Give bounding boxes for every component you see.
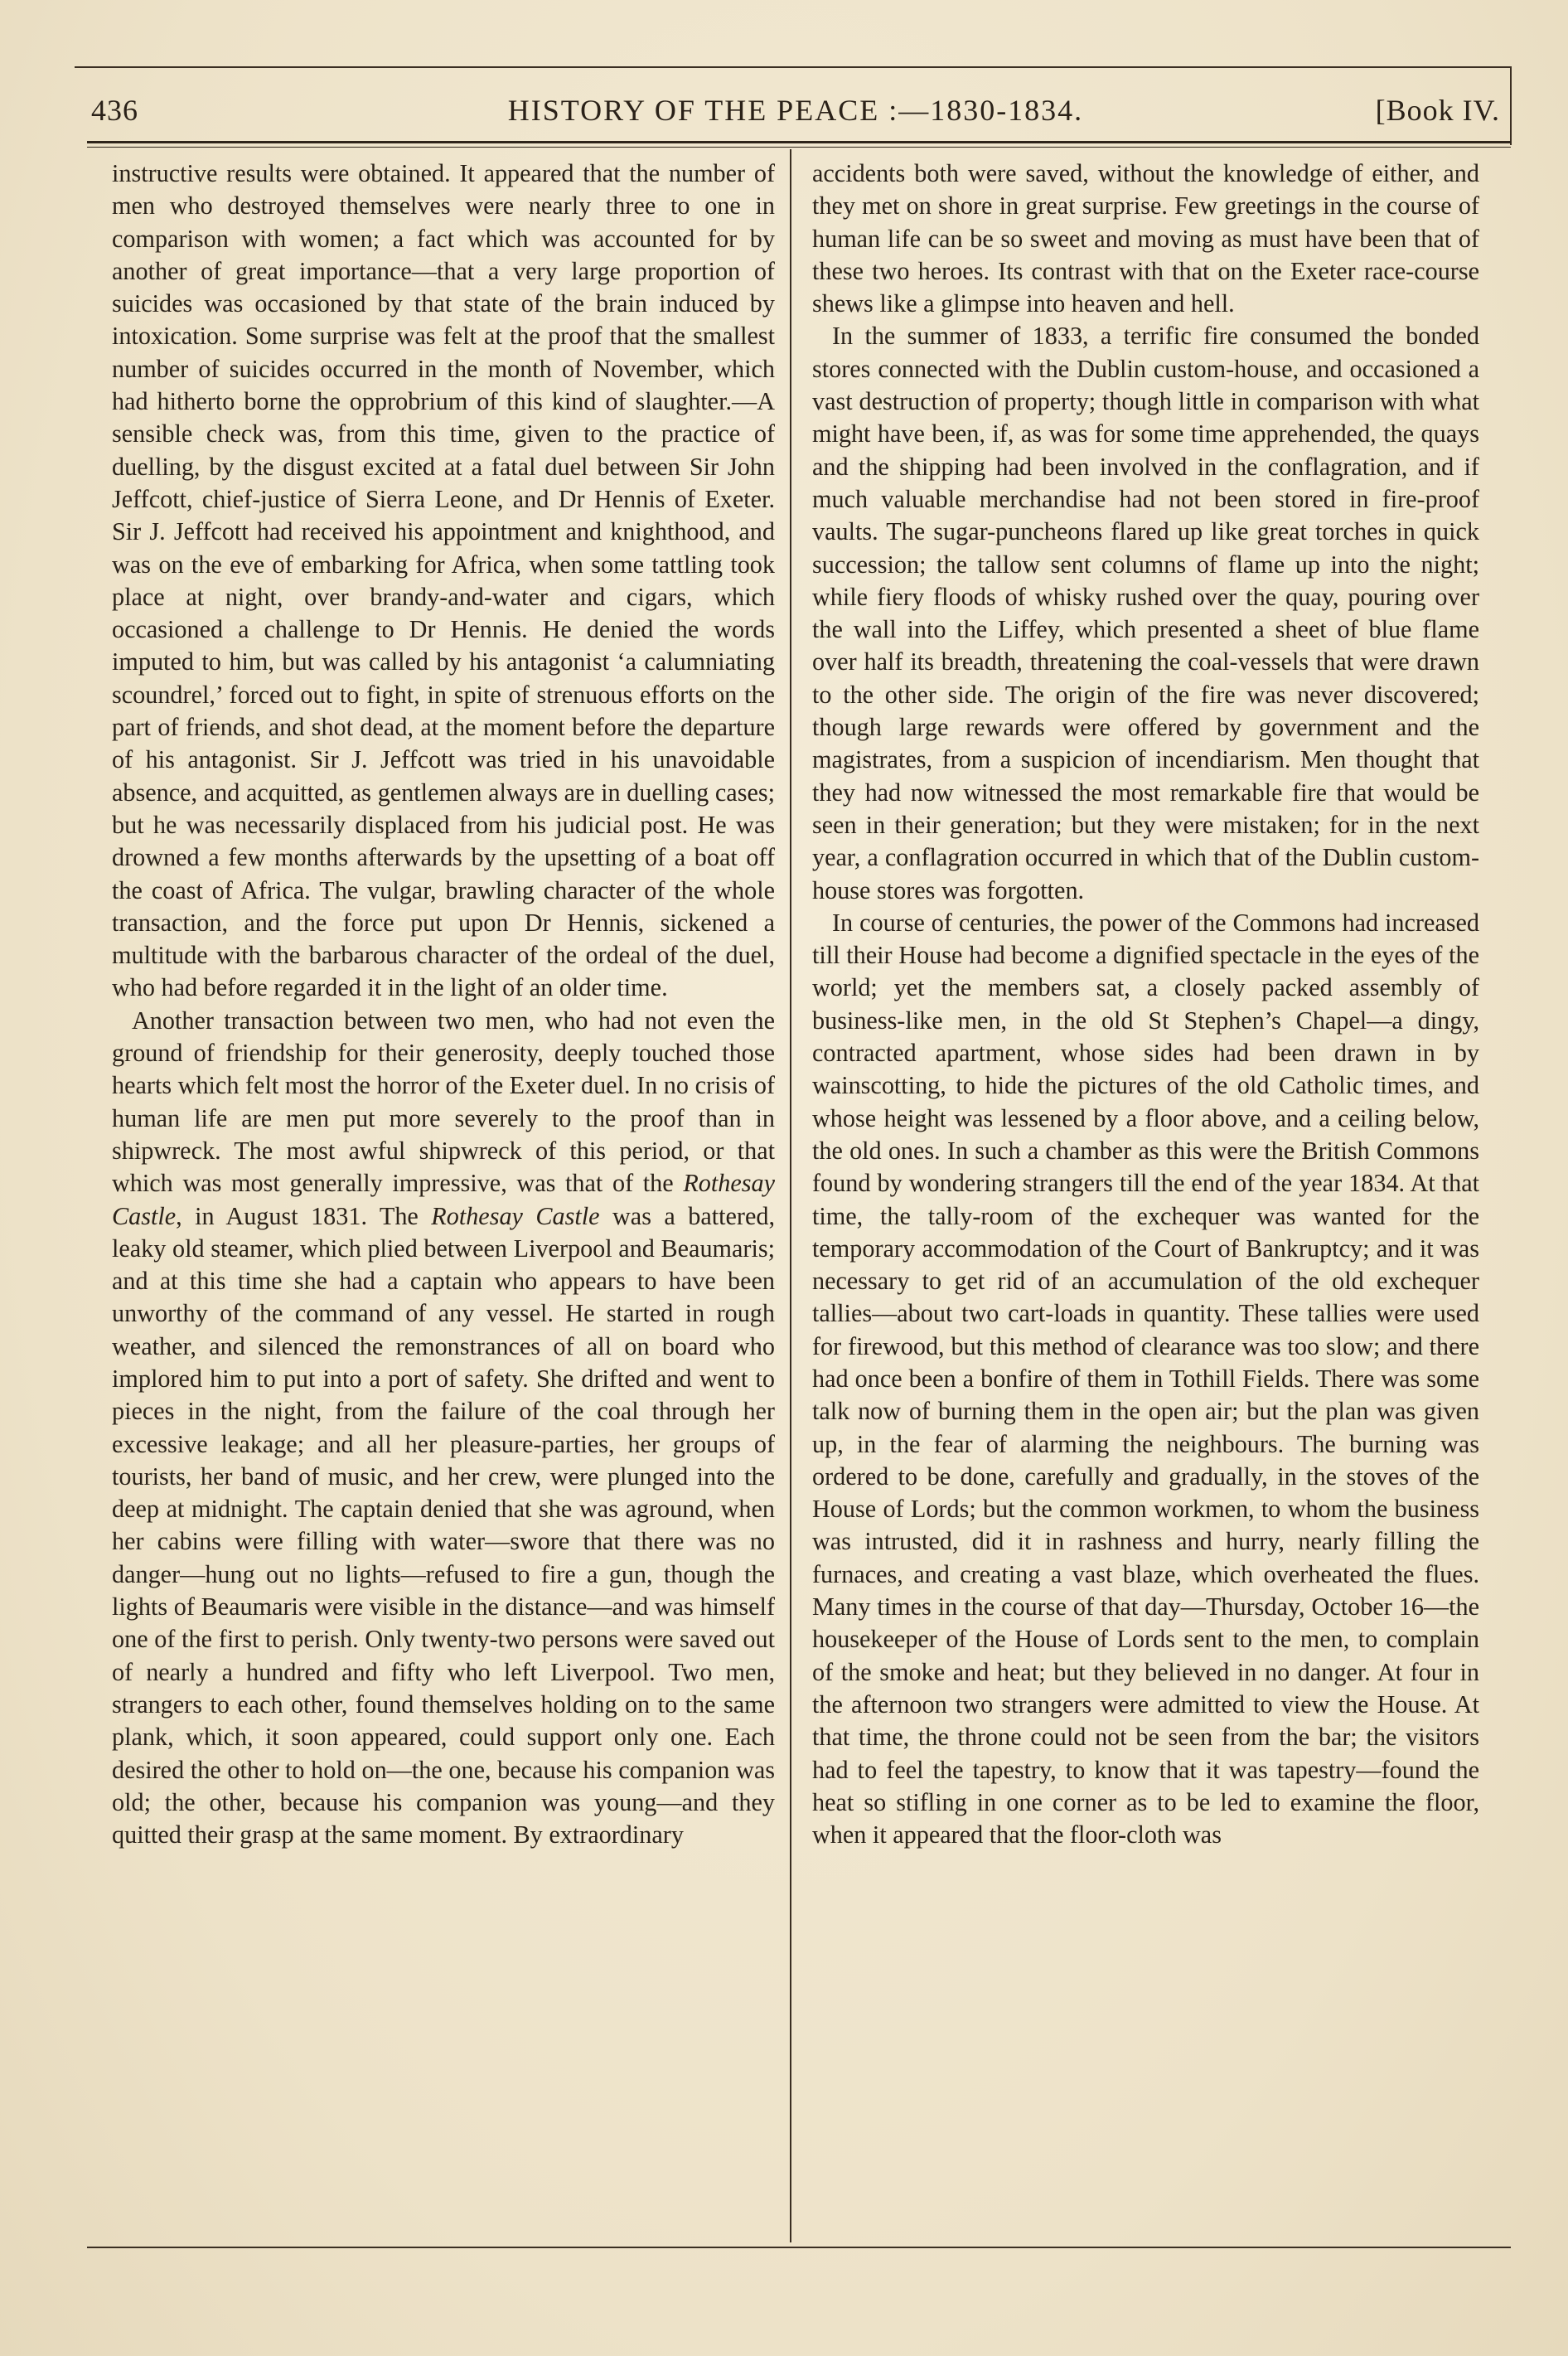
page-frame-top bbox=[75, 66, 1512, 68]
ship-name: Rothesay Castle bbox=[112, 1169, 775, 1230]
header-rule-thin bbox=[87, 147, 1511, 148]
header-rule bbox=[87, 141, 1511, 143]
paragraph: In course of centuries, the power of the Commons had increased till their House had become a dignified spectacle in the eyes of the world; yet the members sat, a closely packed assembly of business-like men, in the old St Stephen’s Chapel—a dingy, contracted apartment, whose sides had been drawn in by wainscotting, to hide the pictures of the old Catholic times, and whose height was lessened by a floor above, and a ceiling below, the old ones. In such a chamber as this were the British Commons found by wondering strangers till the end of the year 1834. At that time, the tally-room of the exchequer was wanted for the temporary accommodation of the Court of Bankruptcy; and it was necessary to get rid of an accumulation of the old exchequer tallies—about two cart-loads in quantity. These tallies were used for firewood, but this method of clearance was too slow; and there had once been a bonfire of them in Tothill Fields. There was some talk now of burning them in the open air; but the plan was given up, in the fear of alarming the neighbours. The burning was ordered to be done, carefully and gradually, in the stoves of the House of Lords; but the common workmen, to whom the business was intrusted, did it in rashness and hurry, nearly filling the furnaces, and creating a vast blaze, which overheated the flues. Many times in the course of that day—Thursday, October 16—the housekeeper of the House of Lords sent to the men, to complain of the smoke and heat; but they believed in no danger. At four in the afternoon two strangers were admitted to view the House. At that time, the throne could not be seen from the bar; the visitors had to feel the tapestry, to know that it was tapestry—found the heat so stifling in one corner as to be led to examine the floor, when it appeared that the floor-cloth was bbox=[812, 908, 1479, 1849]
running-header bbox=[91, 85, 1500, 134]
ship-name: Rothesay Castle bbox=[431, 1201, 600, 1230]
paragraph-text: was a battered, leaky old steamer, which plied between Liverpool and Beaumaris; and at this time she had a captain who appears to have been unworthy of the command of any vessel. He started in rough weather, and silenced the remonstrances of all on board who implored him to put into a port of safety. She drifted and went to pieces in the night, from the failure of the coal through her excessive leakage; and all her pleasure-parties, her groups of tourists, her band of music, and her crew, were plunged into the deep at midnight. The captain denied that she was aground, when her cabins were filling with water—swore that there was no danger—hung out no lights—refused to fire a gun, though the lights of Beaumaris were visible in the distance—and was himself one of the first to perish. Only twenty-two persons were saved out of nearly a hundred and fifty who left Liverpool. Two men, strangers to each other, found themselves holding on to the same plank, which, it soon appeared, could support only one. Each desired the other to hold on—the one, because his companion was old; the other, because his companion was young—and they quitted their grasp at the same moment. By extraordinary bbox=[112, 1201, 775, 1849]
page-bottom-rule bbox=[87, 2247, 1511, 2248]
page-frame-right bbox=[1510, 66, 1512, 145]
paragraph-text: Another transaction between two men, who had not even the ground of friendship for their generosity, deeply touched those hearts which felt most the horror of the Exeter duel. In no crisis of human life are men put more severely to the proof than in shipwreck. The most awful shipwreck of this period, or that which was most generally impressive, was that of the bbox=[112, 1006, 775, 1198]
paragraph bbox=[112, 1005, 775, 1852]
paragraph: In the summer of 1833, a terrific fire consumed the bonded stores connected with the Dublin custom-house, and occasioned a vast destruction of property; though little in comparison with what might have been, if, as was for some time apprehended, the quays and the shipping had been involved in the conflagration, and if much valuable merchandise had not been stored in fire-proof vaults. The sugar-puncheons flared up like great torches in quick succession; the tallow sent columns of flame up into the night; while fiery floods of whisky rushed over the quay, pouring over the wall into the Liffey, which presented a sheet of blue flame over half its breadth, threatening the coal-vessels that were drawn to the other side. The origin of the fire was never discovered; though large rewards were offered by government and the magistrates, from a suspicion of incendiarism. Men thought that they had now witnessed the most remarkable fire that would be seen in their generation; but they were mistaken; for in the next year, a conflagration occurred in which that of the Dublin custom-house stores was forgotten. bbox=[812, 322, 1479, 904]
paragraph: instructive results were obtained. It appeared that the number of men who destroyed themselves were nearly three to one in comparison with women; a fact which was accounted for by another of great importance—that a very large proportion of suicides was occasioned by that state of the brain induced by intoxication. Some surprise was felt at the proof that the smallest number of suicides occurred in the month of November, which had hitherto borne the opprobrium of this kind of slaughter.—A sensible check was, from this time, given to the practice of duelling, by the disgust excited at a fatal duel between Sir John Jeffcott, chief-justice of Sierra Leone, and Dr Hennis of Exeter. Sir J. Jeffcott had received his appointment and knighthood, and was on the eve of embarking for Africa, when some tattling took place at night, over brandy-and-water and cigars, which occasioned a challenge to Dr Hennis. He denied the words imputed to him, but was called by his antagonist ‘a calumniating scoundrel,’ forced out to fight, in spite of strenuous efforts on the part of friends, and shot dead, at the moment before the departure of his antagonist. Sir J. Jeffcott was tried in his unavoidable absence, and acquitted, as gentlemen always are in duelling cases; but he was necessarily displaced from his judicial post. He was drowned a few months afterwards by the upsetting of a boat off the coast of Africa. The vulgar, brawling character of the whole transaction, and the force put upon Dr Hennis, sickened a multitude with the barbarous character of the ordeal of the duel, who had before regarded it in the light of an older time. bbox=[112, 159, 775, 1002]
book-label: [Book IV. bbox=[1375, 94, 1500, 127]
column-divider bbox=[790, 149, 791, 2242]
right-column bbox=[812, 158, 1479, 2234]
running-title: HISTORY OF THE PEACE :—1830-1834. bbox=[507, 94, 1084, 127]
paragraph-text: , in August 1831. The bbox=[176, 1201, 432, 1230]
left-column bbox=[112, 158, 775, 2234]
paragraph: accidents both were saved, without the knowledge of either, and they met on shore in great surprise. Few greetings in the course of human life can be so sweet and moving as must have been that of these two heroes. Its contrast with that on the Exeter race-course shews like a glimpse into heaven and hell. bbox=[812, 159, 1479, 318]
page-number: 436 bbox=[91, 94, 138, 127]
